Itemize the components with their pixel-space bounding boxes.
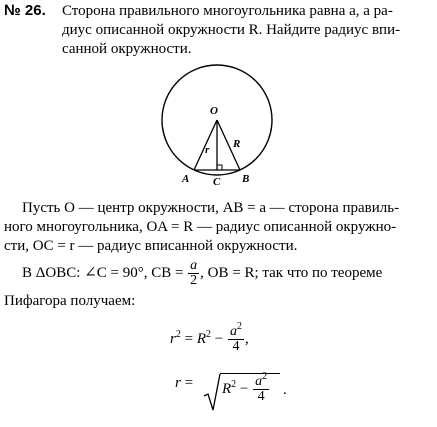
f1-lhs-exp: 2: [175, 328, 181, 340]
f2-minus: −: [239, 380, 249, 397]
f2-lhs: r: [175, 375, 181, 391]
f1-eq: =: [184, 330, 194, 347]
f2-fraction: [253, 371, 269, 404]
statement-line-3: санной окружности.: [62, 41, 192, 57]
f1-lhs: r: [170, 330, 176, 347]
f1-num-a: a: [229, 324, 237, 339]
frac-den: 2: [190, 273, 198, 288]
sqrt-icon: [202, 372, 222, 412]
label-o: O: [210, 105, 218, 117]
formula-1: [170, 321, 249, 354]
solution-line-3: сти, OC = r — радиус вписанной окружности.: [4, 238, 298, 254]
label-c: C: [213, 176, 221, 187]
para2-start: В ΔOBC: ∠C = 90°, CB =: [22, 264, 184, 281]
right-angle-mark: [217, 165, 222, 170]
para2-end: , OB = R; так что по теореме: [200, 264, 383, 281]
solution-line-2: ного многоугольника, OA = R — радиус описанной окружно-: [4, 219, 397, 235]
fraction-a-over-2: [188, 259, 199, 288]
f1-fraction: [228, 321, 244, 354]
f2-num: [253, 371, 269, 390]
f1-minus: −: [214, 330, 224, 347]
f2-tail: .: [283, 382, 287, 398]
formula-2-radicand: [222, 371, 270, 404]
label-r-big: R: [233, 138, 241, 150]
formula-2: [175, 375, 193, 392]
statement-line-1: Сторона правильного многоугольника равна a, а ра-: [62, 3, 393, 19]
f1-den: 4: [232, 339, 240, 354]
problem-number: № 26.: [4, 2, 46, 19]
f2-eq: =: [184, 375, 194, 391]
frac-num: a: [190, 258, 198, 273]
sqrt-bar: [220, 373, 280, 374]
solution-line-5: Пифагора получаем:: [4, 293, 136, 309]
solution-line-4: [22, 259, 382, 288]
solution-line-1: Пусть O — центр окружности, AB = a — сторона правиль-: [22, 200, 400, 216]
statement-line-2: диус описанной окружности R. Найдите радиус впи-: [62, 22, 401, 38]
f1-R: R: [196, 330, 206, 347]
f1-R-exp: 2: [205, 328, 211, 340]
f2-R-exp: 2: [231, 378, 237, 390]
f2-num-exp: 2: [262, 371, 268, 382]
f1-num: [228, 321, 244, 340]
f2-num-a: a: [255, 374, 263, 389]
f2-den: 4: [257, 389, 265, 404]
f2-R: R: [222, 380, 232, 397]
label-r-small: r: [205, 144, 210, 156]
f1-tail: ,: [244, 330, 249, 347]
f1-num-exp: 2: [236, 321, 242, 332]
label-a: A: [182, 173, 190, 185]
label-b: B: [242, 173, 250, 185]
polygon-figure: [160, 62, 275, 187]
